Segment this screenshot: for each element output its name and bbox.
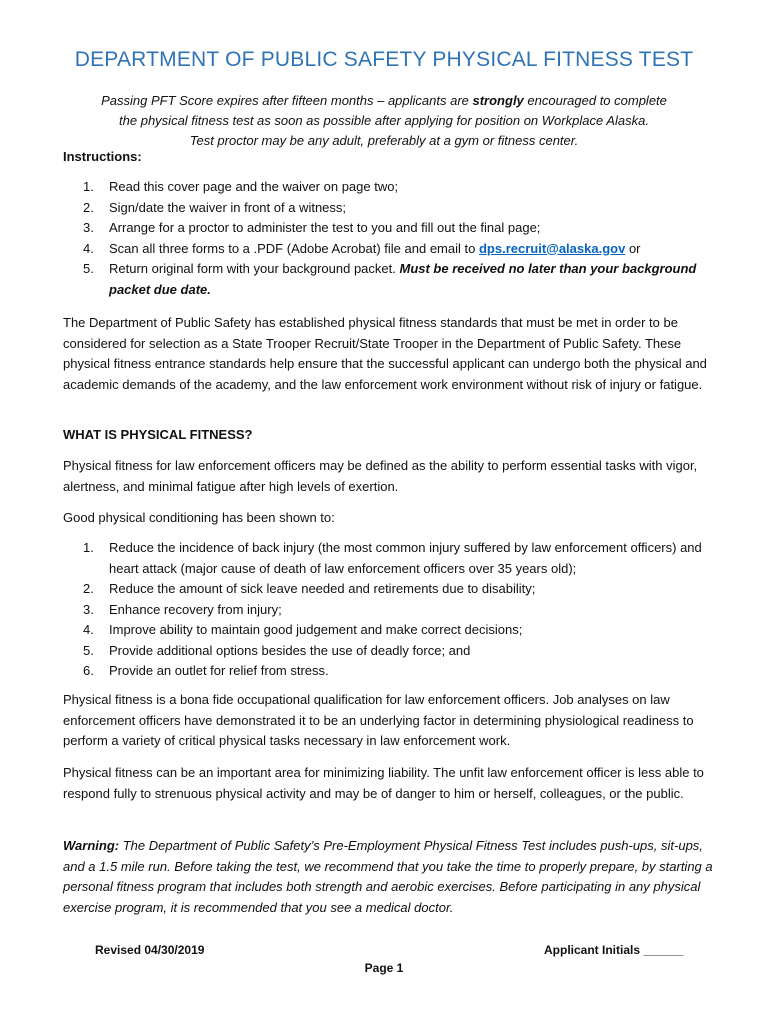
revised-date: Revised 04/30/2019 bbox=[95, 943, 205, 957]
list-item bbox=[63, 198, 713, 219]
page-title: DEPARTMENT OF PUBLIC SAFETY PHYSICAL FITNESS TEST bbox=[74, 48, 694, 71]
subtitle-line-1 bbox=[40, 91, 728, 111]
list-number: 2. bbox=[83, 199, 94, 215]
applicant-initials: Applicant Initials ______ bbox=[544, 943, 684, 957]
warning-paragraph bbox=[63, 836, 713, 918]
list-item-text: Enhance recovery from injury; bbox=[109, 601, 282, 617]
list-item-text: or bbox=[625, 240, 641, 256]
list-number: 5. bbox=[83, 261, 94, 276]
qualification-paragraph: Physical fitness is a bona fide occupational qualification for law enforcement officers. Job analyses on law enforcement officers have demonstrated it to be an underlying factor in determining physiological readiness to perform a variety of critical physical tasks necessary in law enforcement work. bbox=[63, 692, 694, 748]
list-number: 4. bbox=[83, 622, 94, 637]
instructions-label: Instructions: bbox=[63, 149, 142, 164]
benefits-intro: Good physical conditioning has been shown to: bbox=[63, 510, 335, 525]
list-number: 1. bbox=[83, 540, 94, 555]
list-item bbox=[63, 579, 713, 600]
list-number: 3. bbox=[83, 601, 94, 617]
list-item-text: Sign/date the waiver in front of a witness; bbox=[109, 199, 347, 215]
list-number: 6. bbox=[83, 663, 94, 678]
subtitle-line-3: Test proctor may be any adult, preferably at a gym or fitness center. bbox=[189, 133, 579, 148]
list-item-text: Reduce the amount of sick leave needed and retirements due to disability; bbox=[109, 581, 536, 596]
list-number: 5. bbox=[83, 642, 94, 658]
list-number: 2. bbox=[83, 581, 94, 596]
subtitle bbox=[40, 91, 728, 151]
list-item bbox=[63, 620, 713, 641]
warning-text: The Department of Public Safety’s Pre-Employment Physical Fitness Test includes push-ups, sit-ups, and a 1.5 mile run. Before taking the test, we recommend that you take the time to properly prepare, by starting a personal fitness program that includes both strength and aerobic exercises. Before participating in any physical exercise program, it is recommended that you see a medical doctor. bbox=[63, 838, 713, 915]
list-item-text: Provide additional options besides the use of deadly force; and bbox=[109, 642, 471, 658]
page-number: Page 1 bbox=[364, 961, 404, 975]
list-item bbox=[63, 641, 713, 662]
liability-paragraph: Physical fitness can be an important area for minimizing liability. The unfit law enforcement officer is less able to respond fully to strenuous physical activity and may be of danger to him or herself, colleagues, or the public. bbox=[63, 765, 704, 801]
list-number: 4. bbox=[83, 240, 94, 256]
list-item-text: Provide an outlet for relief from stress. bbox=[109, 663, 329, 678]
subtitle-text: Passing PFT Score expires after fifteen months – applicants are bbox=[101, 93, 473, 108]
benefits-list bbox=[63, 538, 713, 682]
subtitle-line-2: the physical fitness test as soon as possible after applying for position on Workplace Alaska. bbox=[119, 113, 649, 128]
list-item bbox=[63, 259, 713, 300]
list-item-text: Improve ability to maintain good judgement and make correct decisions; bbox=[109, 622, 523, 637]
intro-paragraph: The Department of Public Safety has established physical fitness standards that must be met in order to be considered for selection as a State Trooper Recruit/State Trooper in the Department of Public Safety. These physical fitness entrance standards help ensure that the successful applicant can undergo both the physical and academic demands of the academy, and the law enforcement work environment without risk of injury or fatigue. bbox=[63, 315, 707, 392]
list-number: 1. bbox=[83, 179, 94, 194]
list-item-text: Arrange for a proctor to administer the test to you and fill out the final page; bbox=[109, 220, 541, 235]
list-item bbox=[63, 600, 713, 621]
list-item-text: Scan all three forms to a .PDF (Adobe Acrobat) file and email to bbox=[109, 240, 479, 256]
list-item-text: Return original form with your background packet. bbox=[109, 261, 400, 276]
list-item bbox=[63, 661, 713, 682]
definition-paragraph: Physical fitness for law enforcement officers may be defined as the ability to perform essential tasks with vigor, alertness, and minimal fatigue after high levels of exertion. bbox=[63, 458, 698, 494]
warning-label: Warning: bbox=[63, 838, 120, 853]
subtitle-text: encouraged to complete bbox=[523, 93, 667, 108]
list-item bbox=[63, 177, 713, 198]
subtitle-strong: strongly bbox=[472, 93, 524, 108]
instructions-list bbox=[63, 177, 713, 300]
list-item-text: Reduce the incidence of back injury (the most common injury suffered by law enforcement officers) and heart attack (major cause of death of law enforcement officers over 35 years old); bbox=[109, 540, 702, 576]
list-item-text: Read this cover page and the waiver on page two; bbox=[109, 179, 399, 194]
list-number: 3. bbox=[83, 220, 94, 235]
list-item bbox=[63, 218, 713, 239]
list-item bbox=[63, 538, 713, 579]
deadline-emphasis: Must be received no later than your background packet due date. bbox=[109, 261, 697, 297]
section-heading: WHAT IS PHYSICAL FITNESS? bbox=[63, 427, 253, 442]
email-link[interactable]: dps.recruit@alaska.gov bbox=[478, 240, 626, 256]
list-item bbox=[63, 239, 713, 260]
